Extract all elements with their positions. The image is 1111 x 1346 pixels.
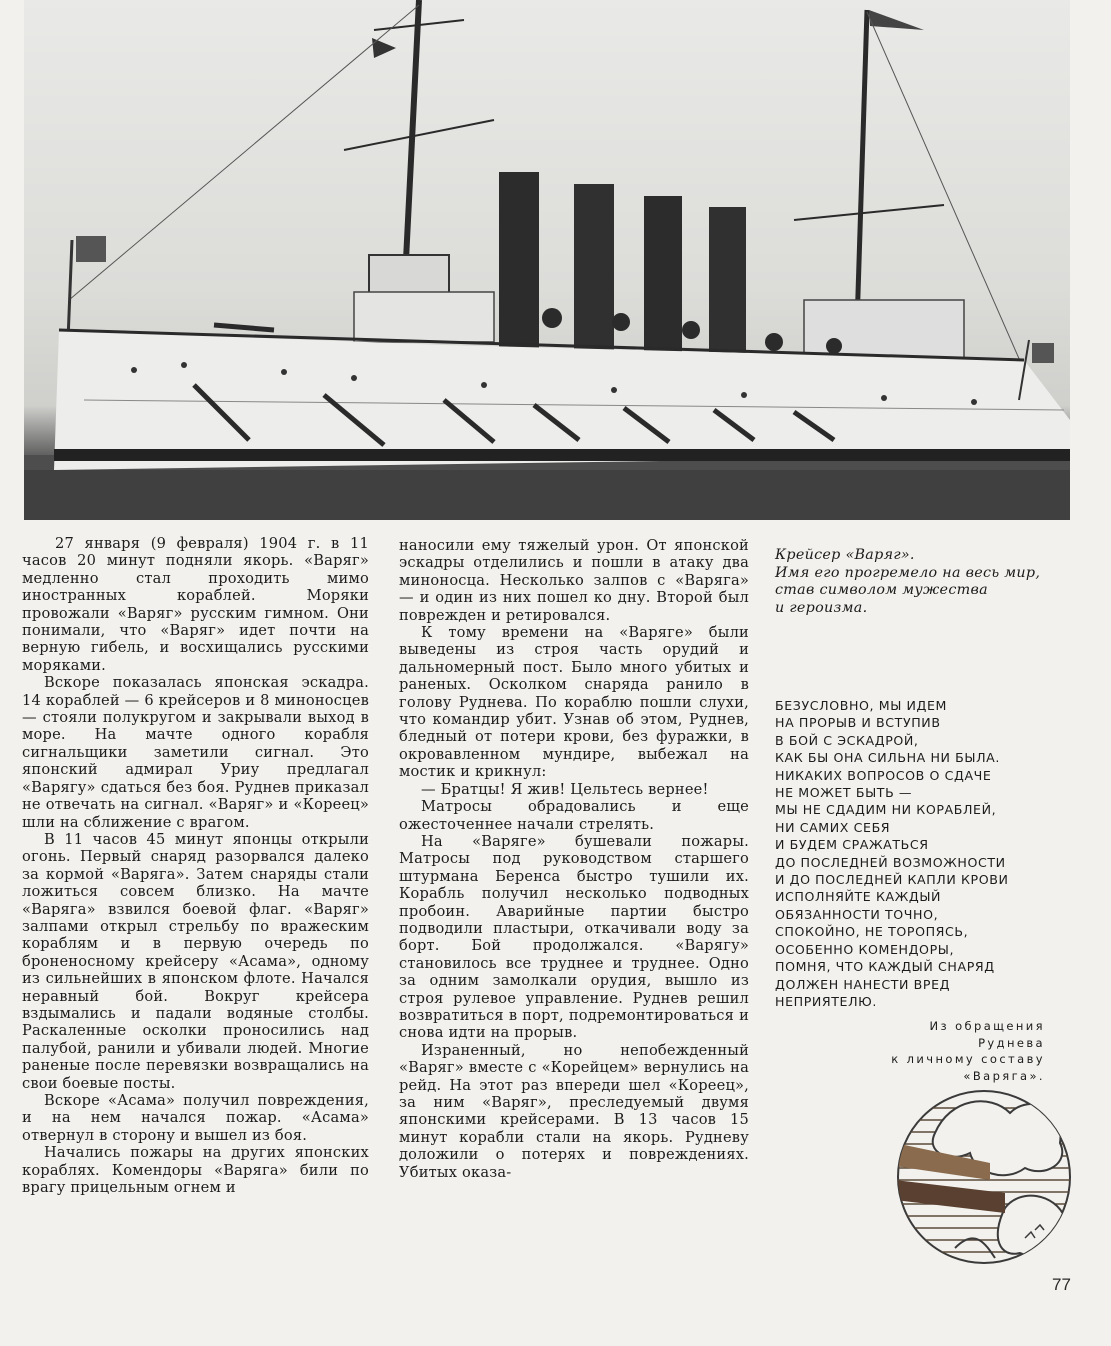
- quote-line: БЕЗУСЛОВНО, МЫ ИДЕМ: [775, 698, 948, 713]
- quote-line: ПОМНЯ, ЧТО КАЖДЫЙ СНАРЯД: [775, 959, 995, 975]
- article-column-1: [22, 535, 369, 1196]
- source-line: Из обращения: [929, 1019, 1045, 1033]
- quote-line: МЫ НЕ СДАДИМ НИ КОРАБЛЕЙ,: [775, 802, 997, 818]
- quote-line: НА ПРОРЫВ И ВСТУПИВ: [775, 715, 941, 731]
- quote-line: НИКАКИХ ВОПРОСОВ О СДАЧЕ: [775, 767, 992, 783]
- quote-line: ДОЛЖЕН НАНЕСТИ ВРЕД: [775, 976, 951, 992]
- quote-line: КАК БЫ ОНА СИЛЬНА НИ БЫЛА.: [775, 750, 1001, 766]
- photo-caption: [775, 547, 1075, 617]
- cruiser-illustration: [24, 0, 1070, 520]
- article-column-2: [399, 537, 749, 1181]
- quote-source: [891, 1018, 1045, 1084]
- quote-line: В БОЙ С ЭСКАДРОЙ,: [775, 732, 919, 748]
- quote-line: НИ САМИХ СЕБЯ: [775, 819, 891, 835]
- cruiser-photo: [24, 0, 1070, 520]
- quote-line: ОСОБЕННО КОМЕНДОРЫ,: [775, 941, 955, 957]
- paragraph: К тому времени на «Варяге» были выведены из строя часть орудий и дальномерный пост. Было много убитых и раненых. Осколком снаряда ранило в голову Руднева. По кораблю пошли слухи, что командир убит. Узнав об этом, Руднев, бледный от потери крови, без фуражки, в окровавленном мундире, выбежал на мостик и крикнул:: [399, 624, 749, 781]
- quote-line: НЕПРИЯТЕЛЮ.: [775, 993, 877, 1009]
- source-line: «Варяга».: [963, 1068, 1045, 1083]
- quote-line: НЕ МОЖЕТ БЫТЬ —: [775, 785, 913, 801]
- paragraph: На «Варяге» бушевали пожары. Матросы под руководством старшего штурмана Беренса быстро тушили их. Корабль получил несколько подводных пробоин. Аварийные партии быстро подводили пластыри, откачивали воду за борт. Бой продолжался. «Варягу» становилось все труднее и труднее. Одно за одним замолкали орудия, вышло из строя рулевое управление. Руднев решил возвратиться в порт, подремонтироваться и снова идти на прорыв.: [399, 832, 749, 1042]
- quote-line: ИСПОЛНЯЙТЕ КАЖДЫЙ: [775, 889, 942, 905]
- paragraph: Израненный, но непобежденный «Варяг» вместе с «Корейцем» вернулись на рейд. На этот раз впереди шел «Кореец», за ним «Варяг», преследуемый двумя японскими крейсерами. В 13 часов 15 минут корабли стали на якорь. Рудневу доложили о потерях и повреждениях. Убитых оказа-: [399, 1041, 749, 1181]
- paragraph: Вскоре показалась японская эскадра. 14 кораблей — 6 крейсеров и 8 миноносцев — стояли полукругом и закрывали выход в море. На мачте одного корабля сигнальщики заметили сигнал. Это японский адмирал Уриу предлагал «Варягу» сдаться без боя. Руднев приказал не отвечать на сигнал. «Варяг» и «Кореец» шли на сближение с врагом.: [22, 674, 369, 831]
- paragraph: 27 января (9 февраля) 1904 г. в 11 часов 20 минут подняли якорь. «Варяг» медленно стал проходить мимо иностранных кораблей. Моряки провожали «Варяг» русским гимном. Они понимали, что «Варяг» идет почти на верную гибель, и восхищались русскими моряками.: [22, 535, 369, 674]
- source-line: к личному составу: [891, 1052, 1045, 1066]
- paragraph: наносили ему тяжелый урон. От японской эскадры отделились и пошли в атаку два миноносца. Несколько залпов с «Варяга» — и один из них пошел ко дну. Второй был поврежден и ретировался.: [399, 537, 749, 624]
- caption-line: став символом мужества: [775, 582, 988, 599]
- paragraph: В 11 часов 45 минут японцы открыли огонь. Первый снаряд разорвался далеко за кормой «Варяга». Затем снаряды стали ложиться совсем близко. На мачте «Варяга» взвился боевой флаг. «Варяг» залпами открыл стрельбу по вражеским кораблям и в первую очередь по броненосному крейсеру «Асама», одному из сильнейших в японском флоте. Начался неравный бой. Вокруг крейсера вздымались и падали водяные столбы. Раскаленные осколки проносились над палубой, ранили и убивали людей. Многие раненые после перевязки возвращались на свои боевые посты.: [22, 830, 369, 1092]
- rudnev-appeal-quote: [775, 697, 1075, 1010]
- paragraph: Вскоре «Асама» получил повреждения, и на нем начался пожар. «Асама» отвернул в сторону и вышел из боя.: [22, 1092, 369, 1144]
- paragraph: Матросы обрадовались и еще ожесточеннее начали стрелять.: [399, 798, 749, 833]
- paragraph: — Братцы! Я жив! Цельтесь вернее!: [421, 780, 709, 798]
- quote-line: СПОКОЙНО, НЕ ТОРОПЯСЬ,: [775, 924, 969, 940]
- page-number: 77: [1052, 1275, 1071, 1294]
- source-line: Руднева: [978, 1035, 1045, 1050]
- sea-battle-emblem-icon: [895, 1088, 1073, 1266]
- caption-line: Имя его прогремело на весь мир,: [775, 564, 1041, 581]
- quote-line: И ДО ПОСЛЕДНЕЙ КАПЛИ КРОВИ: [775, 872, 1009, 888]
- quote-line: И БУДЕМ СРАЖАТЬСЯ: [775, 837, 929, 853]
- quote-line: ОБЯЗАННОСТИ ТОЧНО,: [775, 906, 939, 922]
- quote-line: ДО ПОСЛЕДНЕЙ ВОЗМОЖНОСТИ: [775, 854, 1006, 870]
- caption-line: Крейсер «Варяг».: [775, 547, 915, 563]
- caption-line: и героизма.: [775, 599, 868, 616]
- paragraph: Начались пожары на других японских кораблях. Комендоры «Варяга» били по врагу прицельным огнем и: [22, 1144, 369, 1197]
